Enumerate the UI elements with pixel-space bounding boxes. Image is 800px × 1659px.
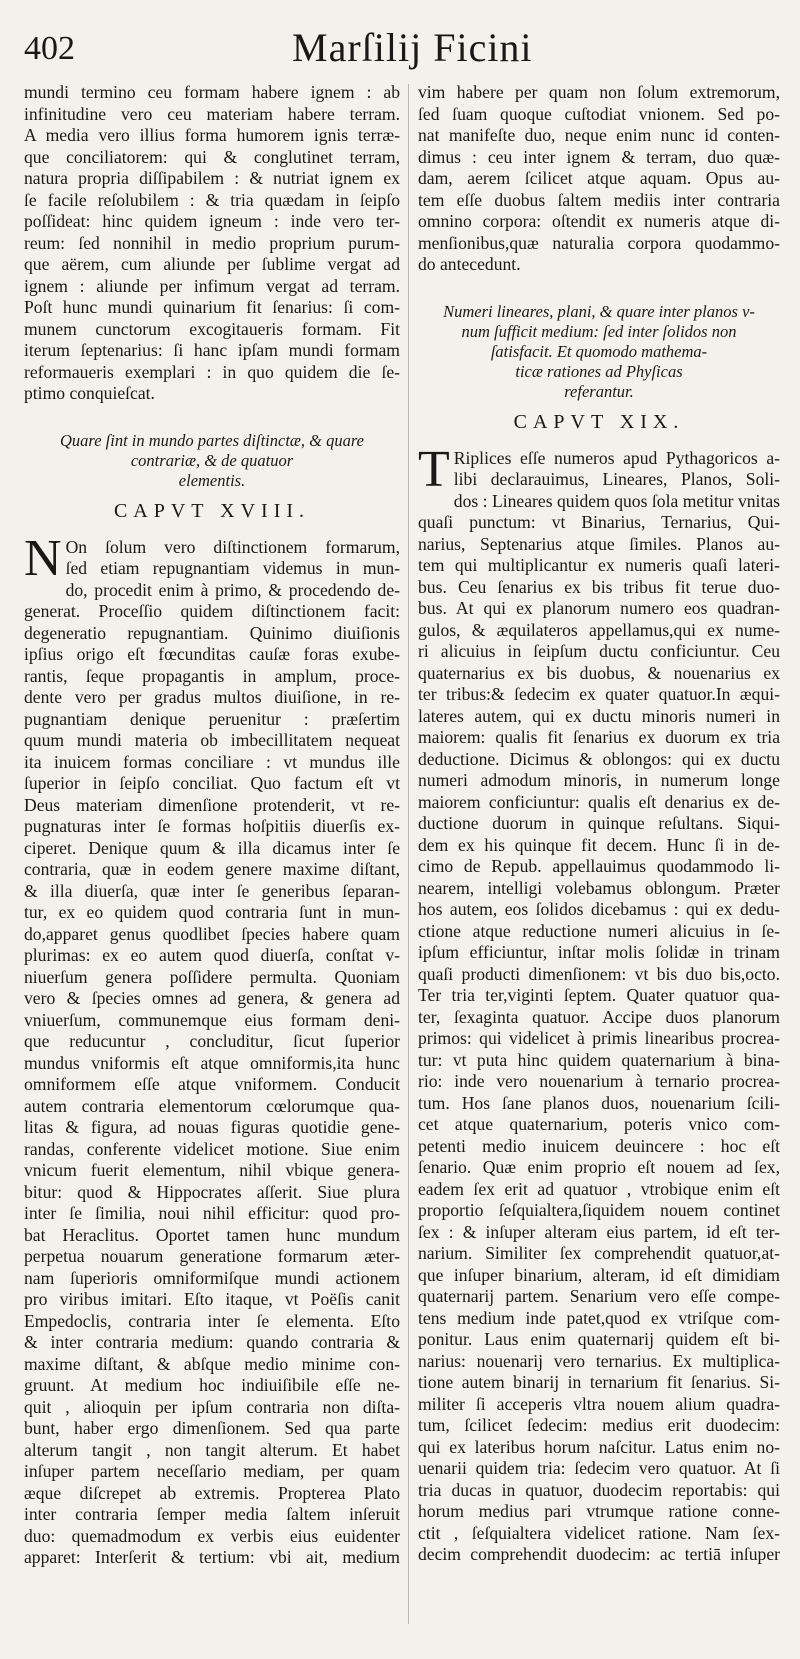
text-line: mundus vniformis eſt atque omniformis,ita hunc: [24, 1052, 400, 1073]
text-line: uenarii quidem tria: ſedecim vero quatuor. At ſi: [418, 1458, 780, 1478]
text-line: do antecedunt.: [418, 254, 521, 274]
text-line: quaternarius ex bis duobus, & nouenarius ex: [418, 662, 780, 683]
section-heading-xix: [418, 302, 780, 402]
text-line: pugnantiam denique peruenitur : præſertim: [24, 708, 400, 729]
text-line: ctione atque reductione numeri alicuius in ſe-: [418, 920, 780, 941]
text-line: ductione duorum in quinque reſultans. Siqui-: [418, 813, 780, 833]
text-line: narius: nouenarij vero ternarius. Ex multiplica-: [418, 1350, 780, 1371]
text-line: nat manifeſte duo, neque enim nunc id conten-: [418, 125, 780, 145]
text-line: ſed etiam repugnantiam videmus in mun-: [65, 558, 400, 578]
heading-line: Quare ſint in mundo partes diſtinctæ, & quare: [59, 430, 365, 450]
text-line: munem cunctorum excogitaueris formam. Fit: [24, 318, 400, 339]
text-line: poſſideat: hinc quidem igneum : inde vero ter-: [24, 211, 400, 231]
text-line: que inſuper binarium, alteram, id eſt dimidiam: [418, 1264, 780, 1285]
text-line: dam, aerem ſcilicet atque aquam. Opus au-: [418, 168, 780, 188]
text-line: degeneratio repugnantiam. Quinimo diuiſionis: [24, 622, 400, 643]
text-line: horum medius pari vtrumque ratione conne-: [418, 1501, 780, 1521]
text-line: apparet: Interſerit & tertium: vbi ait, medium: [24, 1547, 400, 1567]
text-line: bat Heraclitus. Oportet tamen hunc mundum: [24, 1224, 400, 1245]
text-line: bitur: quod & Hippocrates aſſerit. Siue plura: [24, 1181, 400, 1202]
text-line: Poſt hunc mundi quinarium fit ſenarius: ſi com-: [24, 297, 400, 317]
right-intro-text: [418, 82, 780, 276]
text-line: Empedoclis, contraria inter ſe elementa. Eſto: [24, 1310, 400, 1331]
text-line: ſe facile reſolubilem : & tria quædam in ſeipſo: [24, 189, 400, 210]
text-line: que conciliatorem: qui & conglutinet terram,: [24, 146, 400, 167]
text-line: mundi termino ceu formam habere ignem : ab: [24, 82, 400, 102]
text-line: qui ex lateribus horum naſcitur. Latus enim no-: [418, 1436, 780, 1457]
text-line: eadem ſex erit ad quatuor , vtrobique enim eſt: [418, 1178, 780, 1199]
text-line: contraria, quæ in eodem genere maxime diſtant,: [24, 859, 400, 879]
text-line: quaſi producti dimenſionem: vt bis duo bis,octo.: [418, 963, 780, 984]
text-line: infinitudine vero ceu materiam habere terram.: [24, 103, 400, 124]
text-line: omniformem eſſe atque vniformem. Conducit: [24, 1074, 400, 1094]
heading-line: contrariæ, & de quatuor: [130, 450, 294, 470]
text-line: ipſius origo eſt fœcunditas cauſæ foras exube-: [24, 644, 400, 664]
text-line: ptimo conquieſcat.: [24, 383, 155, 403]
text-line: pugnaturas inter ſe formas hoſpitiis diuerſis ex-: [24, 816, 400, 836]
text-line: dem ex his quinque fit decem. Hunc ſi in de-: [418, 834, 780, 855]
text-line: ter tribus:& ſedecim ex quater quatuor.In æqui-: [418, 684, 780, 704]
left-intro-text: [24, 82, 400, 405]
text-line: vim habere per quam non ſolum extremorum,: [418, 82, 780, 102]
text-line: ponitur. Laus enim quaternarij quidem eſt bi-: [418, 1329, 780, 1349]
text-line: do,apparet genus quodlibet ſpecies habere quam: [24, 923, 400, 944]
text-line: ſed ſuam quoque cuſtodiat vnionem. Sed po-: [418, 103, 780, 124]
chapter-title-xix: CAPVT XIX.: [513, 410, 685, 433]
text-line: ſuperior in ſeipſo conciliat. Quo factum eſt vt: [24, 773, 400, 793]
text-line: ter, ſexaginta quatuor. Accipe duos planorum: [418, 1006, 780, 1027]
text-line: tens medium inde patet,quod ex vtriſque com-: [418, 1307, 780, 1328]
text-line: dimus : ceu inter ignem & terram, duo quæ-: [418, 146, 780, 167]
section-heading-xviii: [24, 431, 400, 491]
text-line: iterum ſeptenarius: ſi hanc ipſam mundi formam: [24, 340, 400, 360]
text-line: inſuper partem neceſſario mediam, per quam: [24, 1461, 400, 1481]
text-line: & inter contraria medium: quando contraria &: [24, 1332, 400, 1352]
text-line: tione autem binarij in ternarium fit ſenarius. Si-: [418, 1372, 780, 1392]
text-line: hos autem, eos ſolidos dicebamus : qui ex dedu-: [418, 899, 780, 919]
text-line: & illa diuerſa, quæ inter ſe generibus ſeparan-: [24, 880, 400, 901]
text-line: rio: inde vero nouenarium à ternario procrea-: [418, 1071, 780, 1091]
heading-line: ticæ rationes ad Phyſicas: [515, 361, 683, 381]
text-line: maiorem: qualis fit ſenarius ex duorum ex tria: [418, 727, 780, 747]
text-line: quaſi punctum: vt Binarius, Ternarius, Qui-: [418, 512, 780, 532]
text-line: ri alicuius in ſeipſum ductu conficiuntur. Ceu: [418, 641, 780, 661]
text-line: tum, ſcilicet ſedecim: medius erit duodecim:: [418, 1415, 780, 1435]
text-line: do, procedit enim à primo, & procedendo de-: [65, 579, 400, 600]
text-line: ipſum efficiuntur, inſtar molis ſolidæ in trinam: [418, 942, 780, 962]
chapter-xix-body: [418, 440, 780, 1566]
dropcap-t: T: [418, 440, 450, 498]
page-header: [0, 14, 800, 76]
text-line: tum. Hos ſane planos duos, nouenarium ſcili-: [418, 1092, 780, 1113]
text-line: bus. At qui ex planorum numero eos quadran-: [418, 598, 780, 618]
text-line: tria ducas in quatuor, duodecim reportabis: qui: [418, 1479, 780, 1500]
text-line: que reducuntur , concluditur, ſicut ſuperior: [24, 1031, 400, 1051]
text-line: inter ſe ſimilia, noui nihil efficitur: quod pro-: [24, 1203, 400, 1223]
text-line: nearem, intelligi volebamus oblongum. Præter: [418, 877, 780, 898]
chapter-title-xviii: CAPVT XVIII.: [113, 499, 311, 522]
text-line: deductione. Dicimus & oblongos: qui ex ductu: [418, 748, 780, 769]
text-line: militer ſi acceperis vltra nouem alium quadra-: [418, 1393, 780, 1414]
text-line: alterum tangit , non tangit alterum. Et habet: [24, 1439, 400, 1460]
heading-line: elementis.: [178, 470, 246, 490]
text-line: quaternarij partem. Senarium vero eſſe compe-: [418, 1286, 780, 1306]
text-line: decim comprehendit duodecim: ac tertiā inſuper: [418, 1544, 780, 1564]
text-line: randas, conferente videlicet motione. Siue enim: [24, 1138, 400, 1159]
page-number: 402: [24, 30, 75, 67]
text-line: reum: ſed nonnihil in medio proprium purum-: [24, 232, 400, 253]
text-line: Ter tria ter,viginti ſeptem. Quater quatuor qua-: [418, 985, 780, 1005]
text-line: On ſolum vero diſtinctionem formarum,: [65, 536, 400, 557]
right-column: [418, 82, 780, 1566]
text-line: dos : Lineares quidem quos ſola metitur vnitas: [453, 490, 780, 511]
text-line: rantis, ſeque propagantis in amplum, proce-: [24, 665, 400, 686]
text-line: cet atque quaternarium, poteris vnico com-: [418, 1114, 780, 1134]
text-line: duo: quemadmodum ex verbis eius euidenter: [24, 1525, 400, 1546]
text-line: ciperet. Denique quum & illa dicamus inter ſe: [24, 837, 400, 858]
text-line: tur, ex eo quidem quod contraria ſunt in mun-: [24, 902, 400, 922]
heading-line: ſatisfacit. Et quomodo mathema-: [490, 341, 708, 361]
text-line: narium. Similiter ſex comprehendit quatuor,at-: [418, 1243, 780, 1263]
text-line: primos: qui videlicet à primis linearibus procrea-: [418, 1028, 780, 1048]
text-line: cimo de Repub. appellauimus quodammodo li-: [418, 856, 780, 876]
column-divider: [408, 84, 409, 1624]
heading-line: num ſufficit medium: ſed inter ſolidos non: [461, 321, 737, 341]
left-column: [24, 82, 400, 1569]
text-line: æque diſcrepet ab extremis. Propterea Plato: [24, 1482, 400, 1503]
text-line: gruunt. At medium hoc indiuiſibile eſſe ne-: [24, 1375, 400, 1395]
text-line: tem qui multiplicantur ex numeris quaſi lateri-: [418, 555, 780, 575]
running-title: Marſilij Ficini: [292, 25, 533, 70]
text-line: A media vero illius forma humorem ignis terræ-: [24, 125, 400, 145]
text-line: quum mundi materia ob imbecillitatem nequeat: [24, 730, 400, 750]
text-line: Riplices eſſe numeros apud Pythagoricos a-: [453, 447, 780, 468]
text-line: vnicum fuerit elementum, nihil vbique genera-: [24, 1160, 400, 1180]
text-line: bunt, haber ergo dimenſionem. Sed qua parte: [24, 1418, 400, 1438]
text-line: reformaueris exemplari : in quo quidem die ſe-: [24, 361, 400, 382]
text-line: numeri admodum minoris, in numerum longe: [418, 770, 780, 790]
text-line: litas & figura, ad nouas figuras quotidie gene-: [24, 1117, 400, 1137]
text-line: narius, Septenarius atque ſimiles. Planos au-: [418, 533, 780, 554]
text-line: ſex : & inſuper alteram eius partem, id eſt ter-: [418, 1221, 780, 1242]
text-line: ignem : aliunde per infimum vergat ad terram.: [24, 275, 400, 296]
text-line: pro viribus imitari. Eſto itaque, vt Poëſis canit: [24, 1289, 400, 1309]
text-line: omnino corpora: oſtendit ex numeris atque di-: [418, 211, 780, 231]
text-line: ſenario. Quæ enim proprio eſt nouem ad ſex,: [418, 1157, 780, 1177]
text-line: maxime diſtant, & abſque medio minime con-: [24, 1353, 400, 1374]
text-line: natura propria diſſipabilem : & nutriat ignem ex: [24, 168, 400, 188]
text-line: generat. Proceſſio quidem diſtinctionem facit:: [24, 601, 400, 621]
text-line: gulos, & æquilateros appellamus,qui ex nume-: [418, 619, 780, 640]
heading-line: Numeri lineares, plani, & quare inter planos v-: [443, 301, 755, 321]
text-line: perpetua nouarum generatione formarum æter-: [24, 1246, 400, 1266]
text-line: maiorem conficiuntur: qualis eſt denarius ex de-: [418, 791, 780, 812]
text-line: inter contraria ſemper media ſaltem inſeruit: [24, 1504, 400, 1524]
dropcap-n: N: [24, 529, 62, 587]
chapter-xviii-body: [24, 529, 400, 1569]
text-line: ita inuicem formas conciliare : vt mundus ille: [24, 751, 400, 772]
text-line: proportio ſeſquialtera,ſiquidem nouem continet: [418, 1200, 780, 1220]
text-line: bus. Ceu ſenarius ex bis tribus fit terue duo-: [418, 576, 780, 597]
text-line: Deus materiam dimenſione protenderit, vt re-: [24, 794, 400, 815]
text-line: quit , alioquin per ipſum contraria non diſta-: [24, 1396, 400, 1417]
text-line: dente vero per gradus multos diuiſione, in re-: [24, 687, 400, 707]
text-line: vniuerſum, communemque eius formam deni-: [24, 1009, 400, 1030]
text-line: tur: vt puta hinc quidem quaternarium à bina-: [418, 1049, 780, 1070]
text-line: menſionibus,quæ naturalia corpora quodammo-: [418, 232, 780, 253]
text-line: lateres autem, qui ex ductu minoris numeri in: [418, 705, 780, 726]
heading-line: referantur.: [564, 381, 634, 401]
text-line: petenti medio inuicem deuincere : hoc eſt: [418, 1135, 780, 1156]
text-line: vero & ſpecies omnes ad genera, & genera ad: [24, 988, 400, 1008]
text-line: nam ſuperioris omniformiſque mundi actionem: [24, 1267, 400, 1288]
text-line: que aërem, cum aliunde per ſublime vergat ad: [24, 254, 400, 274]
text-line: tem eſſe duobus ſaltem mediis inter contraria: [418, 189, 780, 210]
text-line: niuerſum genera poſſidere permulta. Quoniam: [24, 966, 400, 987]
text-line: ctit , ſeſquialtera videlicet ratione. Nam ſex-: [418, 1522, 780, 1543]
text-line: plurimas: ex eo autem quod diuerſa, conſtat v-: [24, 945, 400, 965]
text-line: libi declarauimus, Lineares, Planos, Soli-: [453, 469, 780, 489]
text-line: autem contraria elementorum cœlorumque qua-: [24, 1095, 400, 1116]
